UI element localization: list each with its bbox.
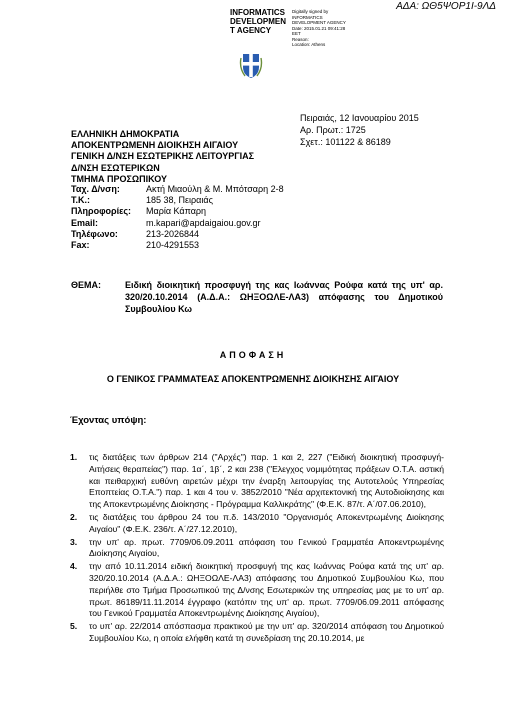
issuer-header	[71, 129, 254, 185]
considerations-heading: Έχοντας υπόψη:	[70, 415, 147, 426]
contact-label: Email:	[71, 217, 99, 228]
digital-signature-block	[292, 9, 352, 48]
list-item	[70, 537, 444, 561]
subject-label: ΘΕΜΑ:	[71, 280, 101, 290]
subject-block	[71, 279, 443, 315]
contact-row	[71, 206, 284, 217]
contact-row	[71, 218, 284, 229]
signature-line: Date: 2015.01.21 09:41:28	[292, 25, 346, 31]
related-references: Σχετ.: 101122 & 86189	[300, 137, 391, 147]
header-line: ΤΜΗΜΑ ΠΡΟΣΩΠΙΚΟΥ	[71, 173, 167, 184]
item-text: το υπ' αρ. 22/2014 απόσπασμα πρακτικού με την υπ' αρ. 320/2014 απόφαση του Δημοτικού Συμβουλίου Κω, η οποία ελήφθη κατά τη συνεδρίαση της 20.10.2014, με	[89, 621, 444, 643]
contact-label: Τηλέφωνο:	[71, 228, 118, 239]
list-item	[70, 512, 444, 536]
decision-subtitle: Ο ΓΕΝΙΚΟΣ ΓΡΑΜΜΑΤΕΑΣ ΑΠΟΚΕΝΤΡΩΜΕΝΗΣ ΔΙΟΙΚΗΣΗΣ ΑΙΓΑΙΟΥ	[106, 374, 400, 384]
contact-row	[71, 240, 284, 251]
header-line: ΕΛΛΗΝΙΚΗ ΔΗΜΟΚΡΑΤΙΑ	[71, 129, 180, 139]
decision-title: ΑΠΟΦΑΣΗ	[219, 350, 287, 360]
header-line: ΑΠΟΚΕΝΤΡΩΜΕΝΗ ΔΙΟΙΚΗΣΗ ΑΙΓΑΙΟΥ	[71, 140, 239, 151]
protocol-number: Αρ. Πρωτ.: 1725	[300, 125, 366, 135]
list-item	[70, 561, 444, 620]
item-number: 5.	[70, 621, 78, 632]
place-and-reference	[300, 112, 419, 148]
signature-line: Digitally signed by	[292, 9, 329, 14]
item-number: 1.	[70, 452, 78, 462]
item-text: την από 10.11.2014 ειδική διοικητική προσφυγή της κας Ιωάννας Ρούφα κατά της υπ' αρ. 320/20.10.2014 (Α.Δ.Α.: ΩΗΞΟΩΛΕ-ΛΑ3) απόφασης του Δημοτικού Συμβουλίου Κω, που περιήλθε στο Τμήμα Προσωπικού της Δ/νσης Εσωτερικών της υπηρεσίας μας με το υπ' αρ. πρωτ. 86189/11.11.2014 έγγραφο (κατόπιν της υπ' αρ. πρωτ. 7709/06.09.2011 απόφασης του Γενικού Γραμματέα Αποκεντρωμένης Διοίκησης Αιγαίου),	[89, 561, 444, 619]
item-text: τις διατάξεις των άρθρων 214 ("Αρχές") παρ. 1 και 2, 227 ("Ειδική διοικητική προσφυγή-Αιτήσεις θεραπείας") παρ. 1α΄, 1β΄, 2 και 238 ("Ελεγχος νομιμότητας πράξεων Ο.Τ.Α. αστική και πειθαρχική ευθύνη αιρετών μέχρι την έναρξη λειτουργίας της Αυτοτελούς Υπηρεσίας Εποπτείας Ο.Τ.Α.") παρ. 1 και 4 του ν. 3852/2010 "Νέα αρχιτεκτονική της Αυτοδιοίκησης και της Αποκεντρωμένης Διοίκησης - Πρόγραμμα Καλλικράτης" (Φ.Ε.Κ. 87/τ. Α΄/07.06.2010),	[89, 452, 444, 510]
signature-line: EET	[292, 31, 301, 36]
contact-row	[71, 184, 284, 195]
signature-line: Location: Athens	[292, 42, 326, 47]
contact-block	[71, 184, 284, 251]
item-text: τις διατάξεις του άρθρου 24 του π.δ. 143/2010 "Οργανισμός Αποκεντρωμένης Διοίκησης Αιγαίου" (Φ.Ε.Κ. 236/τ. Α΄/27.12.2010),	[89, 511, 444, 534]
greek-coat-of-arms-icon	[239, 52, 263, 79]
signature-line: Reason:	[292, 36, 309, 42]
item-text: την υπ' αρ. πρωτ. 7709/06.09.2011 απόφαση του Γενικού Γραμματέα Αποκεντρωμένης Διοίκησης Αιγαίου,	[89, 536, 444, 559]
contact-row	[71, 195, 284, 206]
ada-code: ΑΔΑ: ΩΘ5ΨΟΡ1Ι-9ΛΔ	[396, 1, 496, 12]
considerations-list	[70, 452, 444, 646]
contact-label: Πληροφορίες:	[71, 206, 132, 217]
item-number: 2.	[70, 511, 78, 522]
signature-line: INFORMATICS	[292, 14, 323, 20]
contact-label: Fax:	[71, 240, 90, 251]
contact-value: 213-2026844	[146, 228, 200, 239]
signature-org: INFORMATICS DEVELOPMEN T AGENCY	[230, 8, 287, 35]
contact-label: Ταχ. Δ/νση:	[71, 184, 120, 194]
contact-email: m.kapari@apdaigaiou.gov.gr	[146, 217, 261, 228]
item-number: 3.	[70, 536, 78, 547]
item-number: 4.	[70, 561, 78, 572]
contact-row	[71, 229, 284, 240]
header-line: ΓΕΝΙΚΗ Δ/ΝΣΗ ΕΣΩΤΕΡΙΚΗΣ ΛΕΙΤΟΥΡΓΙΑΣ	[71, 151, 255, 162]
contact-value: Ακτή Μιαούλη & Μ. Μπότσαρη 2-8	[146, 184, 284, 194]
contact-value: 210-4291553	[146, 240, 200, 251]
contact-value: 185 38, Πειραιάς	[146, 195, 213, 206]
subject-text: Ειδική διοικητική προσφυγή της κας Ιωάννας Ρούφα κατά της υπ' αρ. 320/20.10.2014 (Α.Δ.Α.: ΩΗΞΟΩΛΕ-ΛΑ3) απόφασης του Δημοτικού Συμβουλίου Κω	[125, 280, 443, 314]
list-item	[70, 621, 444, 645]
list-item	[70, 452, 444, 511]
contact-value: Μαρία Κάπαρη	[146, 206, 207, 217]
signature-line: DEVELOPMENT AGENCY	[292, 20, 346, 25]
place-date: Πειραιάς, 12 Ιανουαρίου 2015	[300, 113, 419, 123]
header-line: Δ/ΝΣΗ ΕΣΩΤΕΡΙΚΩΝ	[71, 162, 160, 173]
contact-label: Τ.Κ.:	[71, 195, 91, 206]
